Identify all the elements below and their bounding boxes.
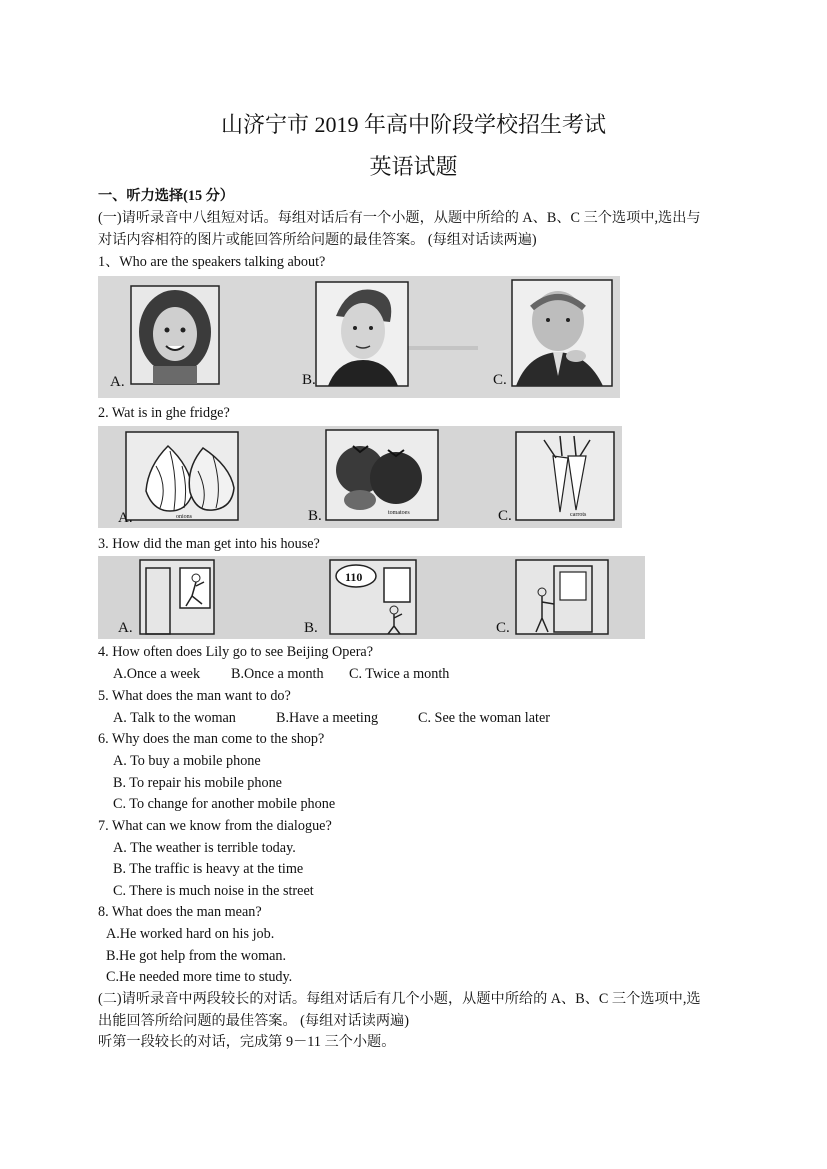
question-3: 3. How did the man get into his house? bbox=[98, 536, 320, 552]
section-heading: 一、听力选择(15 分） bbox=[98, 188, 234, 204]
part1-instruction-line1: (一)请听录音中八组短对话。每组对话后有一个小题，从题中所给的 A、B、C 三个选项中,选出与 bbox=[98, 210, 701, 226]
q4-option-c: C. Twice a month bbox=[349, 666, 450, 682]
option-a-label: A. bbox=[110, 374, 125, 390]
older-man-portrait-image bbox=[512, 280, 612, 386]
tomatoes-caption: tomatoes bbox=[388, 510, 410, 516]
option-b-label: B. bbox=[304, 620, 318, 636]
question-2: 2. Wat is in ghe fridge? bbox=[98, 405, 230, 421]
option-c-label: C. bbox=[498, 508, 512, 524]
carrots-caption: carrots bbox=[570, 512, 587, 518]
question-5: 5. What does the man want to do? bbox=[98, 688, 291, 704]
question-7: 7. What can we know from the dialogue? bbox=[98, 818, 332, 834]
q5-option-b: B.Have a meeting bbox=[276, 710, 379, 726]
young-man-portrait-image bbox=[316, 282, 408, 386]
q5-option-c: C. See the woman later bbox=[418, 710, 550, 726]
question-8: 8. What does the man mean? bbox=[98, 904, 262, 920]
part2-instruction-line1: (二)请听录音中两段较长的对话。每组对话后有几个小题，从题中所给的 A、B、C 三个选项中,选 bbox=[98, 991, 701, 1007]
sign-110-text: 110 bbox=[345, 570, 363, 584]
q1-pictures bbox=[98, 276, 620, 398]
q6-option-a: A. To buy a mobile phone bbox=[113, 753, 261, 769]
question-4: 4. How often does Lily go to see Beijing Opera? bbox=[98, 644, 374, 660]
q2-pictures bbox=[98, 426, 622, 528]
q6-option-c: C. To change for another mobile phone bbox=[113, 796, 336, 812]
option-a-label: A. bbox=[118, 510, 133, 526]
q3-pictures bbox=[98, 556, 645, 639]
option-b-label: B. bbox=[302, 372, 316, 388]
girl-portrait-image bbox=[131, 286, 219, 384]
option-b-label: B. bbox=[308, 508, 322, 524]
onions-image bbox=[126, 432, 238, 520]
q4-option-a: A.Once a week bbox=[113, 666, 201, 682]
q7-option-c: C. There is much noise in the street bbox=[113, 883, 314, 899]
q8-option-a: A.He worked hard on his job. bbox=[106, 926, 275, 942]
carrots-image bbox=[516, 432, 614, 520]
option-a-label: A. bbox=[118, 620, 133, 636]
part2-instruction-line2: 出能回答所给问题的最佳答案。 (每组对话读两遍) bbox=[98, 1013, 409, 1029]
onions-caption: onions bbox=[176, 514, 193, 520]
door-key-image bbox=[516, 560, 608, 634]
window-climb-image bbox=[140, 560, 214, 634]
q4-option-b: B.Once a month bbox=[231, 666, 324, 682]
part1-instruction-line2: 对话内容相符的图片或能回答所给问题的最佳答案。 (每组对话读两遍) bbox=[98, 232, 537, 248]
option-c-label: C. bbox=[493, 372, 507, 388]
tomatoes-image bbox=[326, 430, 438, 520]
question-1: 1、Who are the speakers talking about? bbox=[98, 254, 326, 270]
exam-title: 山济宁市 2019 年高中阶段学校招生考试 bbox=[220, 112, 606, 137]
q8-option-c: C.He needed more time to study. bbox=[106, 969, 293, 985]
q8-option-b: B.He got help from the woman. bbox=[106, 948, 287, 964]
question-6: 6. Why does the man come to the shop? bbox=[98, 731, 325, 747]
q6-option-b: B. To repair his mobile phone bbox=[113, 775, 282, 791]
q7-option-b: B. The traffic is heavy at the time bbox=[113, 861, 304, 877]
option-c-label: C. bbox=[496, 620, 510, 636]
exam-subtitle: 英语试题 bbox=[369, 154, 458, 179]
q5-option-a: A. Talk to the woman bbox=[113, 710, 236, 726]
q7-option-a: A. The weather is terrible today. bbox=[113, 840, 296, 856]
calling-police-image bbox=[330, 560, 416, 634]
part2-dialogue1-instruction: 听第一段较长的对话，完成第 9－11 三个小题。 bbox=[98, 1034, 396, 1050]
